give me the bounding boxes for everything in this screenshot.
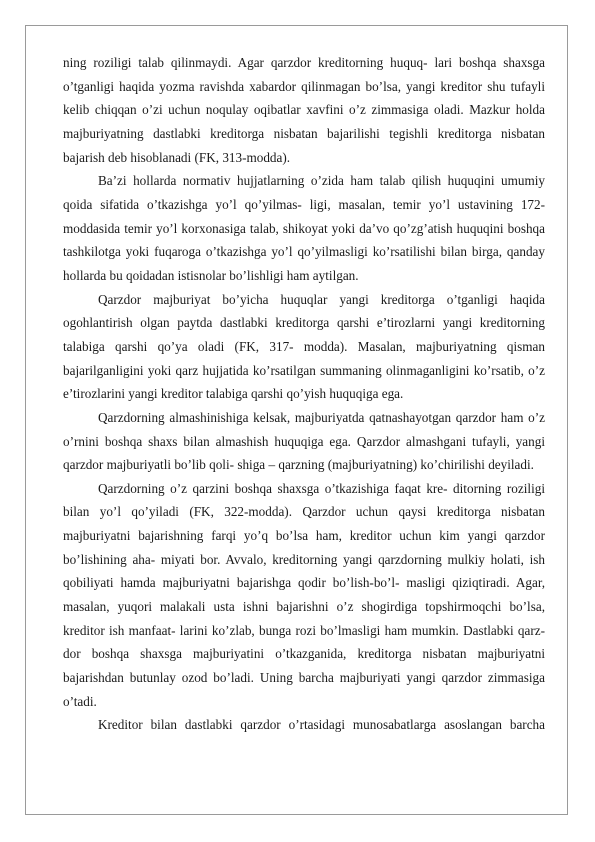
paragraph-debtor-objections: Qarzdor majburiyat bo’yicha huquqlar yangi kreditorga o’tganligi haqida ogohlantirish olgan paytda dastlabki kreditorga qarshi e’tirozlarni yangi kreditorning talabiga qarshi qo’ya oladi (FK, 317- modda). Masalan, majburiyatning qisman bajarilganligini yoki qarz hujjatida ko’rsatilgan summaning olinmaganligini ko’rsatib, o’z e’tirozlarini yangi kreditor talabiga qarshi qo’yish huquqiga ega. bbox=[63, 291, 545, 402]
paragraph-continuation: ning roziligi talab qilinmaydi. Agar qarzdor kreditorning huquq- lari boshqa shaxsga o’tganligi haqida yozma ravishda xabardor qilinmagan bo’lsa, yangi kreditor shu tufayli kelib chiqqan o’zi uchun noqulay oqibatlar xavfini o’z zimmasiga oladi. Mazkur holda majburiyatning dastlabki kreditorga nisbatan bajarilishi tegishli kreditorga nisbatan bajarish deb hisoblanadi (FK, 313-modda). bbox=[63, 55, 545, 165]
paragraph-final: Kreditor bilan dastlabki qarzdor o’rtasidagi munosabatlarga asoslangan barcha bbox=[98, 717, 545, 733]
paragraph-debt-transfer: Qarzdorning o’z qarzini boshqa shaxsga o’tkazishiga faqat kre- ditorning roziligi bilan yo’l qo’yiladi (FK, 322-modda). Qarzdor uchun qaysi kreditorga nisbatan majburiyatni bajarishning farqi yo’q bo’lsa ham, kreditor uchun kim yangi qarzdor bo’lishining aha- miyati bor. Avvalo, kreditorning yangi qarzdorning mulkiy holati, ish qobiliyati hamda majburiyatni bajarishga qodir bo’lish-bo’l- masligi qiziqtiradi. Agar, masalan, yuqori malakali usta ishni bajarishni o’z shogirdiga topshirmoqchi bo’lsa, kreditor ish manfaat- larini ko’zlab, bunga rozi bo’lmasligi ham mumkin. Dastlabki qarz- dor boshqa shaxsga majburiyatini o’tkazganida, kreditorga nisbatan majburiyatni bajarishdan butunlay ozod bo’ladi. Uning barcha majburiyati yangi qarzdor zimmasiga o’tadi. bbox=[63, 480, 545, 709]
document-body bbox=[63, 51, 545, 737]
paragraph-debtor-replacement: Qarzdorning almashinishiga kelsak, majburiyatda qatnashayotgan qarzdor ham o’z o’rnini boshqa shaxs bilan almashish huquqiga ega. Qarzdor almashgani tufayli, yangi qarzdor majburiyatli bo’lib qoli- shiga – qarzning (majburiyatning) ko’chirilishi deyiladi. bbox=[63, 409, 545, 473]
paragraph-normative-acts: Ba’zi hollarda normativ hujjatlarning o’zida ham talab qilish huquqini umumiy qoida sifatida o’tkazishga yo’l qo’yilmas- ligi, masalan, temir yo’l ustavining 172-moddasida temir yo’l korxonasiga talab, shikoyat yoki da’vo qo’zg’atish huquqini boshqa tashkilotga yoki fuqaroga o’tkazishga yo’l qo’yilmasligi ko’rsatilishi bilan birga, qanday hollarda bu qoidadan istisnolar bo’lishligi ham aytilgan. bbox=[63, 173, 545, 283]
